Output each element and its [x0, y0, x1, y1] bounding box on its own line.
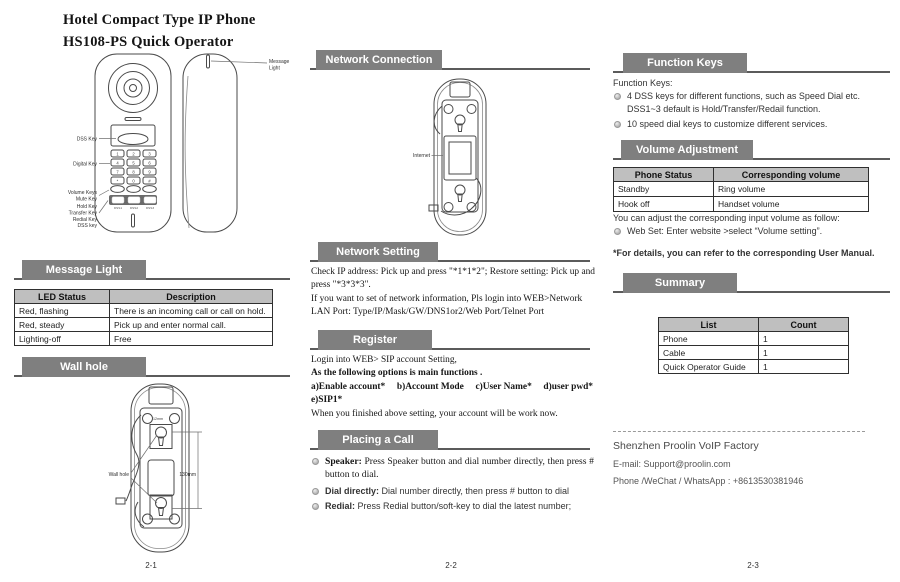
- section-title: Placing a Call: [318, 430, 438, 450]
- function-keys-intro: Function Keys:: [613, 78, 673, 88]
- paragraph: Check IP address: Pick up and press "*1*1*2"; Restore setting: Pick up and press "*3*3*3".: [311, 267, 595, 291]
- page-number-1: 2-1: [145, 561, 157, 570]
- diagram-callouts: [68, 59, 290, 229]
- key-1: 1: [116, 151, 119, 157]
- internet-port: [444, 136, 476, 180]
- key-3: 3: [148, 151, 151, 157]
- hook-rest: [149, 387, 173, 404]
- table-header-row: [614, 168, 869, 182]
- section-title: Network Connection: [316, 50, 442, 70]
- section-register: [310, 330, 590, 351]
- bullet-icon: [614, 93, 621, 100]
- display-area: [111, 125, 155, 146]
- table-header-row: [15, 290, 273, 304]
- page-title-line2: HS108-PS Quick Operator: [63, 33, 234, 50]
- phone-front-view: [95, 54, 171, 232]
- cell: Lighting-off: [15, 332, 110, 346]
- table-header-row: [659, 318, 849, 332]
- bullet-text: [325, 485, 569, 498]
- keyhole-top: [150, 425, 172, 449]
- internet-callout: [413, 153, 443, 159]
- key-hash: #: [148, 178, 151, 184]
- cell: 1: [759, 346, 849, 360]
- key-0: 0: [132, 178, 135, 184]
- keyhole-top: [455, 115, 465, 132]
- phone-side-view: [183, 54, 237, 232]
- message-light-label: Message: [269, 59, 290, 65]
- back-panel: [140, 408, 182, 528]
- list-item: [312, 500, 594, 513]
- cell: Free: [110, 332, 273, 346]
- option-c: c)User Name*: [475, 381, 532, 392]
- mic-slot: [132, 214, 135, 227]
- page-number-3: 2-3: [747, 561, 759, 570]
- section-wall-hole: [14, 357, 290, 378]
- cell: Red, steady: [15, 318, 110, 332]
- volume-webset-item: [614, 225, 884, 241]
- keyhole-bottom: [455, 185, 465, 202]
- section-function-keys: [613, 53, 890, 74]
- contact-phone: Phone /WeChat / WhatsApp : +8613530381946: [613, 475, 804, 486]
- bullet-text: 10 speed dial keys to customize different services.: [627, 119, 828, 129]
- section-title: Function Keys: [623, 53, 747, 73]
- register-text: [311, 354, 593, 421]
- section-title: Summary: [623, 273, 737, 293]
- dss1-label: DSS1: [113, 206, 123, 210]
- list-item: [312, 485, 594, 498]
- table-row: [614, 197, 869, 212]
- option-b: b)Account Mode: [396, 381, 464, 392]
- key-star: *: [116, 178, 119, 184]
- cell: Red, flashing: [15, 304, 110, 318]
- function-key-row: [109, 195, 157, 210]
- paragraph: LAN Port: Type/IP/Mask/GW/DNS1or2/Web Port/Telnet Port: [311, 307, 545, 318]
- key-6: 6: [148, 160, 151, 166]
- paragraph: Login into WEB> SIP account Setting,: [311, 355, 457, 365]
- bullet-icon: [312, 458, 319, 465]
- volume-keys-label: Volume Keys: [67, 190, 97, 196]
- section-volume-adjustment: [613, 140, 890, 161]
- key-4: 4: [116, 160, 119, 166]
- table-row: [614, 182, 869, 197]
- dimension-130mm: [172, 432, 202, 509]
- cell: Phone: [659, 332, 759, 346]
- paragraph: When you finished above setting, your account will be work now.: [311, 408, 558, 419]
- dss-key-button: [118, 134, 148, 145]
- cell: 1: [759, 332, 849, 346]
- section-placing-a-call: [310, 430, 590, 451]
- volume-note: You can adjust the corresponding input volume as follow:: [613, 213, 840, 223]
- table-row: [659, 360, 849, 374]
- hold-key-label: Hold Key: [76, 204, 97, 210]
- cable: [126, 415, 141, 501]
- section-title: Wall hole: [22, 357, 146, 377]
- key-9: 9: [148, 169, 151, 175]
- key-7: 7: [116, 169, 119, 175]
- phone-back-view: [429, 79, 486, 235]
- section-network-connection: [310, 50, 590, 71]
- bullet-rest: Press Speaker button and dial number directly, then press # button to dial.: [325, 456, 594, 481]
- cell: Standby: [614, 182, 714, 197]
- dss2-label: DSS2: [129, 206, 139, 210]
- bullet-text: Web Set: Enter website >select “Volume setting”.: [627, 226, 823, 236]
- volume-mute-keys: [111, 186, 157, 193]
- company-name: Shenzhen Proolin VoIP Factory: [613, 440, 759, 452]
- table-row: [15, 318, 273, 332]
- dss-key-label: DSS Key: [76, 136, 97, 143]
- wall-hole-label: Wall hole: [108, 472, 129, 478]
- paragraph: As the following options is main functions .: [311, 368, 483, 379]
- page-title-line1: Hotel Compact Type IP Phone: [63, 12, 256, 28]
- bullet-text: 4 DSS keys for different functions, such as Speed Dial etc. DSS1~3 default is Hold/Transfer/Redail function.: [627, 91, 860, 114]
- bullet-icon: [312, 503, 319, 510]
- key-5: 5: [132, 160, 135, 166]
- contact-block: [613, 440, 885, 487]
- dss3-label: DSS3: [145, 206, 155, 210]
- register-options: [311, 381, 593, 394]
- redial-key-label: Redial Key: [72, 216, 97, 223]
- bullet-text: [325, 455, 594, 482]
- page-title: [63, 10, 293, 54]
- dim-12mm-label: 12mm: [153, 417, 163, 421]
- cable: [434, 106, 442, 134]
- keyhole-bottom: [150, 495, 172, 519]
- section-title: Message Light: [22, 260, 146, 280]
- cable-plug: [116, 498, 125, 504]
- cell: Cable: [659, 346, 759, 360]
- paragraph: If you want to set of network information, Pls login into WEB>Network: [311, 293, 583, 304]
- bullet-text: [325, 500, 571, 513]
- table-row: [659, 346, 849, 360]
- dss-key-row-label: DSS key: [77, 223, 97, 230]
- message-light-slot: [207, 55, 210, 68]
- mute-key-label: Mute Key: [75, 196, 97, 203]
- section-message-light: [14, 260, 290, 281]
- col-led-status: LED Status: [15, 290, 110, 304]
- cell: Pick up and enter normal call.: [110, 318, 273, 332]
- key-8: 8: [132, 169, 135, 175]
- wall-hole-diagram: [14, 381, 290, 559]
- section-title: Volume Adjustment: [621, 140, 753, 160]
- col-count: Count: [759, 318, 849, 332]
- phone-back-view: [116, 384, 189, 552]
- volume-table: [613, 167, 869, 212]
- cell: Quick Operator Guide: [659, 360, 759, 374]
- paragraph: e)SIP1*: [311, 395, 343, 406]
- list-item: [614, 118, 886, 131]
- message-light-table: [14, 289, 273, 346]
- section-network-setting: [310, 242, 590, 263]
- volume-footnote: *For details, you can refer to the corresponding User Manual.: [613, 248, 875, 258]
- speaker-slot: [125, 118, 141, 121]
- placing-a-call-list: [312, 455, 594, 516]
- cell: There is an incoming call or call on hold.: [110, 304, 273, 318]
- list-item: [312, 455, 594, 482]
- bullet-rest: Dial number directly, then press # button to dial: [381, 485, 569, 496]
- bullet-lead: Dial directly:: [325, 485, 380, 496]
- option-a: a)Enable account*: [311, 381, 386, 392]
- cell: Ring volume: [714, 182, 869, 197]
- earpiece-icon: [109, 64, 158, 113]
- function-keys-list: [614, 90, 886, 134]
- cell: 1: [759, 360, 849, 374]
- bullet-icon: [614, 228, 621, 235]
- network-connection-diagram: [330, 76, 570, 238]
- transfer-key-label: Transfer Key: [68, 210, 97, 217]
- section-summary: [613, 273, 890, 294]
- phone-overview-diagram: [55, 48, 315, 238]
- summary-table: [658, 317, 849, 374]
- col-list: List: [659, 318, 759, 332]
- section-title: Network Setting: [318, 242, 438, 262]
- col-description: Description: [110, 290, 273, 304]
- key-2: 2: [132, 151, 135, 157]
- bullet-icon: [614, 121, 621, 128]
- bullet-rest: Press Redial button/soft-key to dial the latest number;: [357, 501, 572, 512]
- contact-divider: [613, 431, 865, 432]
- message-light-label2: Light: [269, 65, 280, 72]
- page-number-2: 2-2: [445, 561, 457, 570]
- digital-key-label: Digital Key: [73, 161, 97, 168]
- cell: Handset volume: [714, 197, 869, 212]
- bullet-lead: Redial:: [325, 501, 356, 512]
- col-corresponding-volume: Corresponding volume: [714, 168, 869, 182]
- internet-label: Internet: [413, 153, 430, 159]
- contact-email: E-mail: Support@proolin.com: [613, 459, 731, 469]
- table-row: [15, 304, 273, 318]
- bullet-icon: [312, 488, 319, 495]
- dim-130mm-label: 130mm: [179, 472, 196, 478]
- cell: Hook off: [614, 197, 714, 212]
- list-item: [614, 90, 886, 115]
- network-setting-text: [311, 266, 595, 320]
- bullet-lead: Speaker:: [325, 456, 362, 467]
- keypad: [111, 150, 156, 184]
- table-row: [15, 332, 273, 346]
- table-row: [659, 332, 849, 346]
- cable-channel: [148, 460, 174, 496]
- col-phone-status: Phone Status: [614, 168, 714, 182]
- option-d: d)user pwd*: [543, 381, 593, 392]
- section-title: Register: [318, 330, 432, 350]
